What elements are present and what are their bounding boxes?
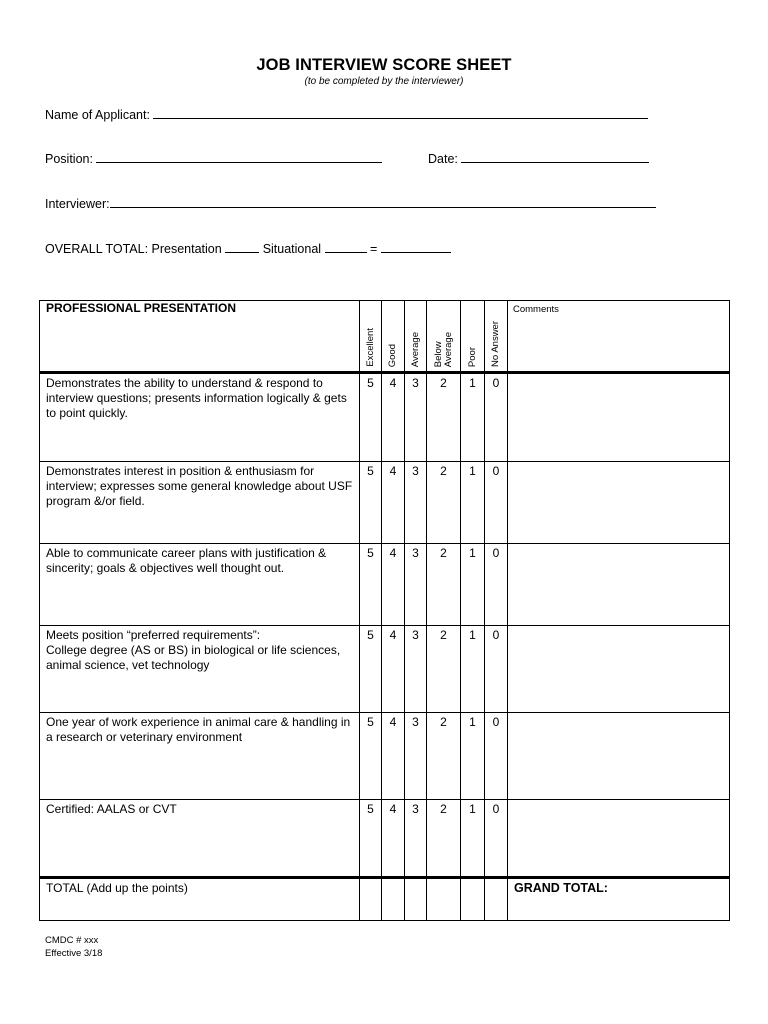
rating-label-excellent: Excellent — [364, 328, 376, 367]
score-option-no-answer[interactable]: 0 — [485, 713, 508, 800]
overall-total-label: OVERALL TOTAL: Presentation — [45, 242, 222, 256]
score-option-no-answer[interactable]: 0 — [485, 800, 508, 878]
score-option-average[interactable]: 3 — [405, 713, 427, 800]
criterion-text: Demonstrates the ability to understand & respond to interview questions; presents information logically & gets to point quickly. — [40, 373, 360, 462]
score-option-good[interactable]: 4 — [382, 800, 405, 878]
comments-cell[interactable] — [508, 544, 730, 626]
comments-cell[interactable] — [508, 800, 730, 878]
rating-header-average — [405, 301, 427, 373]
interviewer-input-line[interactable] — [110, 195, 656, 208]
score-option-average[interactable]: 3 — [405, 626, 427, 713]
criterion-text: Meets position “preferred requirements”: College degree (AS or BS) in biological or life sciences, animal science, vet technology — [40, 626, 360, 713]
criterion-row — [40, 800, 730, 878]
score-option-below-average[interactable]: 2 — [427, 544, 461, 626]
page-title: JOB INTERVIEW SCORE SHEET — [256, 56, 512, 74]
score-option-below-average[interactable]: 2 — [427, 626, 461, 713]
score-option-excellent[interactable]: 5 — [360, 626, 382, 713]
criterion-row — [40, 626, 730, 713]
rating-label-good: Good — [387, 343, 398, 367]
score-option-excellent[interactable]: 5 — [360, 462, 382, 544]
comments-cell[interactable] — [508, 373, 730, 462]
rating-label-poor: Poor — [466, 346, 478, 367]
criterion-row — [40, 462, 730, 544]
score-option-average[interactable]: 3 — [405, 800, 427, 878]
score-option-average[interactable]: 3 — [405, 462, 427, 544]
rating-label-average: Average — [409, 331, 421, 367]
effective-date: Effective 3/18 — [45, 948, 103, 959]
applicant-input-line[interactable] — [153, 106, 648, 119]
score-option-poor[interactable]: 1 — [461, 713, 485, 800]
applicant-field — [45, 106, 648, 122]
rating-header-excellent — [360, 301, 382, 373]
situational-label: Situational — [262, 242, 322, 256]
score-option-good[interactable]: 4 — [382, 373, 405, 462]
rating-label-below-average: Below Average — [432, 331, 454, 367]
score-option-excellent[interactable]: 5 — [360, 373, 382, 462]
score-option-below-average[interactable]: 2 — [427, 800, 461, 878]
equals-sign: = — [370, 242, 378, 256]
score-option-average[interactable]: 3 — [405, 544, 427, 626]
grand-total-cell[interactable] — [508, 878, 730, 921]
total-cell-below-average[interactable] — [427, 878, 461, 921]
score-option-poor[interactable]: 1 — [461, 544, 485, 626]
date-label: Date: — [428, 152, 458, 166]
grand-total-label: GRAND TOTAL: — [514, 881, 608, 895]
score-option-poor[interactable]: 1 — [461, 800, 485, 878]
position-input-line[interactable] — [96, 150, 382, 163]
score-option-good[interactable]: 4 — [382, 462, 405, 544]
total-cell-poor[interactable] — [461, 878, 485, 921]
criterion-text: Certified: AALAS or CVT — [40, 800, 360, 878]
rating-header-poor — [461, 301, 485, 373]
score-option-poor[interactable]: 1 — [461, 373, 485, 462]
score-option-poor[interactable]: 1 — [461, 462, 485, 544]
rating-label-no-answer: No Answer — [490, 321, 501, 367]
total-cell-excellent[interactable] — [360, 878, 382, 921]
comments-cell[interactable] — [508, 462, 730, 544]
score-option-no-answer[interactable]: 0 — [485, 626, 508, 713]
score-option-no-answer[interactable]: 0 — [485, 544, 508, 626]
date-field — [428, 150, 649, 166]
score-option-good[interactable]: 4 — [382, 626, 405, 713]
score-option-poor[interactable]: 1 — [461, 626, 485, 713]
score-option-excellent[interactable]: 5 — [360, 800, 382, 878]
criterion-row — [40, 713, 730, 800]
criterion-row — [40, 373, 730, 462]
comments-cell[interactable] — [508, 626, 730, 713]
table-header-row — [40, 301, 730, 373]
score-table — [39, 300, 730, 921]
comments-header-cell — [508, 301, 730, 373]
score-option-average[interactable]: 3 — [405, 373, 427, 462]
total-cell-good[interactable] — [382, 878, 405, 921]
total-label: TOTAL (Add up the points) — [40, 878, 360, 921]
section-title-cell — [40, 301, 360, 373]
criterion-text: Demonstrates interest in position & enthusiasm for interview; expresses some general knowledge about USF program &/or field. — [40, 462, 360, 544]
score-option-no-answer[interactable]: 0 — [485, 462, 508, 544]
form-number: CMDC # xxx — [45, 935, 99, 946]
interviewer-field — [45, 195, 656, 211]
rating-header-good — [382, 301, 405, 373]
rating-header-below-average — [427, 301, 461, 373]
score-option-good[interactable]: 4 — [382, 713, 405, 800]
position-field — [45, 150, 382, 166]
score-option-excellent[interactable]: 5 — [360, 544, 382, 626]
score-option-no-answer[interactable]: 0 — [485, 373, 508, 462]
presentation-total-line[interactable] — [225, 240, 259, 253]
score-option-excellent[interactable]: 5 — [360, 713, 382, 800]
date-input-line[interactable] — [461, 150, 649, 163]
interviewer-label: Interviewer: — [45, 197, 110, 211]
page-subtitle: (to be completed by the interviewer) — [304, 76, 464, 87]
score-option-below-average[interactable]: 2 — [427, 373, 461, 462]
comments-cell[interactable] — [508, 713, 730, 800]
overall-total-line[interactable] — [381, 240, 451, 253]
criterion-row — [40, 544, 730, 626]
position-label: Position: — [45, 152, 93, 166]
section-title: PROFESSIONAL PRESENTATION — [46, 301, 237, 315]
overall-total-field — [45, 240, 451, 256]
total-cell-average[interactable] — [405, 878, 427, 921]
situational-total-line[interactable] — [325, 240, 367, 253]
criterion-text: One year of work experience in animal care & handling in a research or veterinary environment — [40, 713, 360, 800]
total-row — [40, 878, 730, 921]
applicant-label: Name of Applicant: — [45, 108, 150, 122]
score-option-good[interactable]: 4 — [382, 544, 405, 626]
score-option-below-average[interactable]: 2 — [427, 713, 461, 800]
total-cell-no-answer[interactable] — [485, 878, 508, 921]
score-option-below-average[interactable]: 2 — [427, 462, 461, 544]
criterion-text: Able to communicate career plans with justification & sincerity; goals & objectives well thought out. — [40, 544, 360, 626]
comments-label: Comments — [513, 304, 559, 315]
rating-header-no-answer — [485, 301, 508, 373]
